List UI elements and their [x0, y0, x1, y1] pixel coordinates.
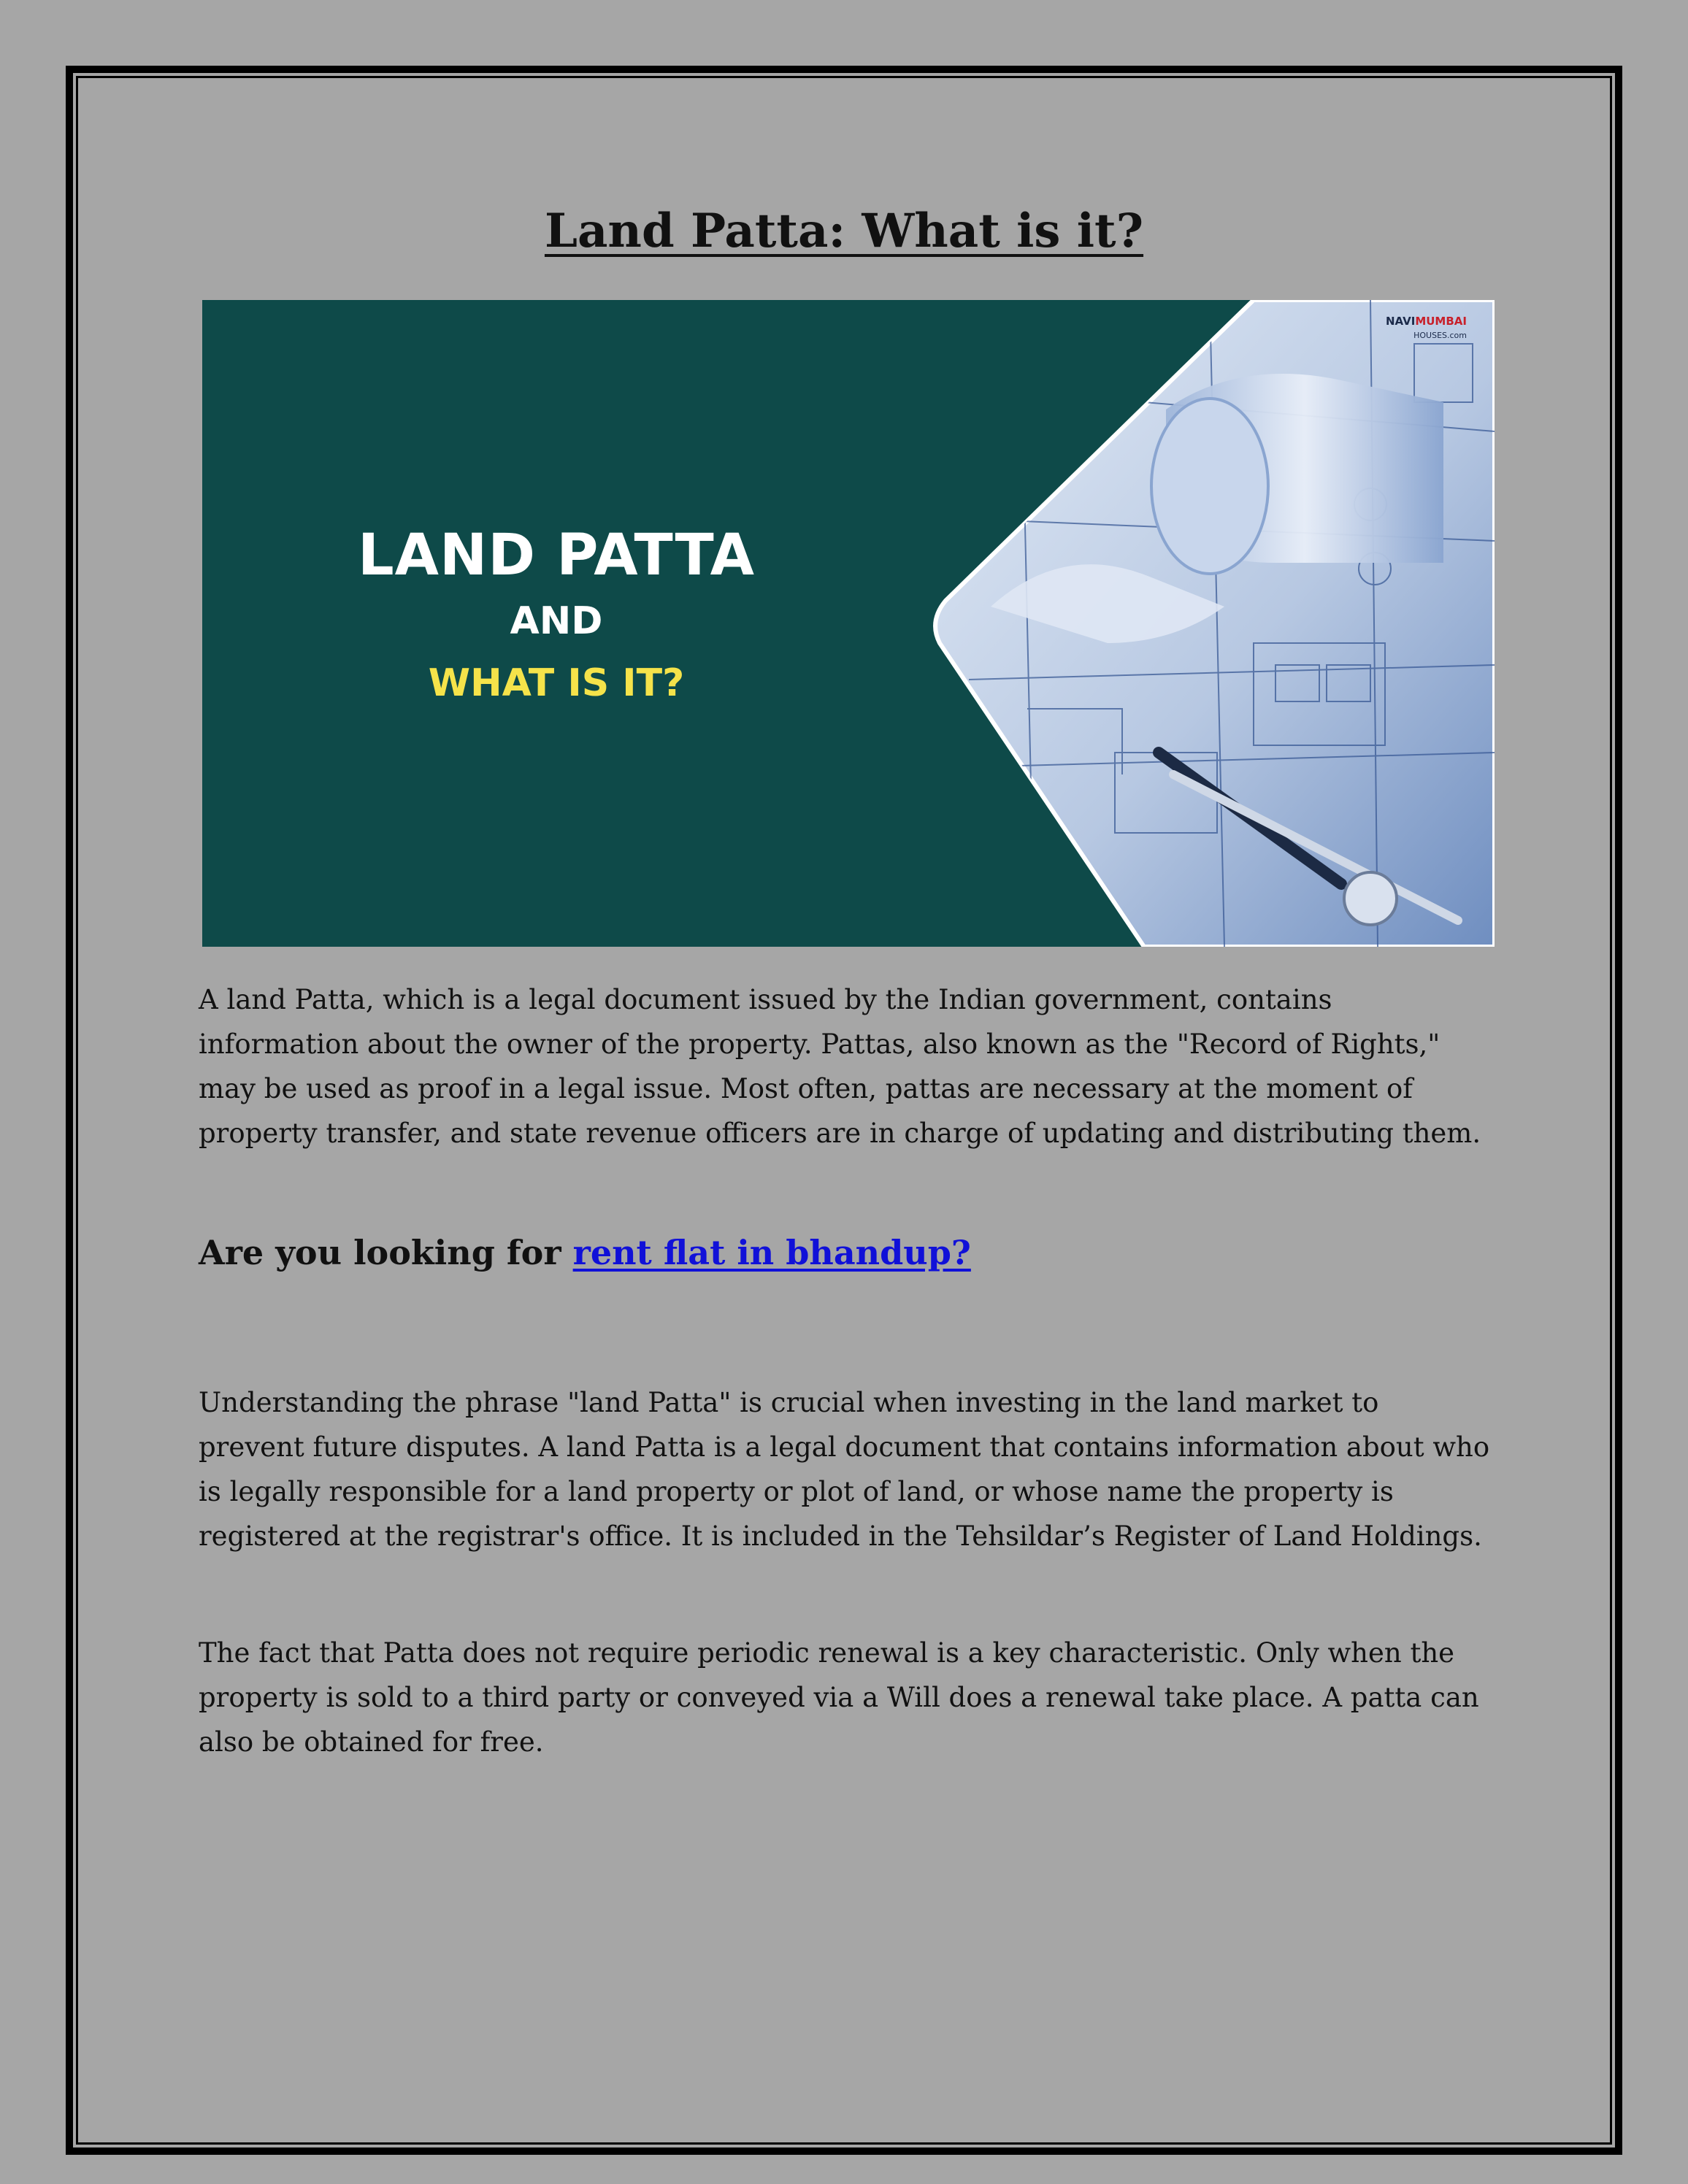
paragraph-renewal: The fact that Patta does not require periodic renewal is a key characteristic. Only when the property is sold to a third party or conveyed via a Will does a renewal take place. A patta can also be obtained for free. — [199, 1637, 1479, 1758]
paragraph-intro: A land Patta, which is a legal document issued by the Indian government, contains information about the owner of the property. Pattas, also known as the "Record of Rights," may be used as proof in a legal issue. Most often, pattas are necessary at the moment of property transfer, and state revenue officers are in charge of updating and distributing them. — [199, 984, 1481, 1149]
banner-image — [202, 300, 1495, 947]
logo-text-c: HOUSES.com — [1413, 331, 1467, 340]
banner-title-line3: WHAT IS IT? — [428, 661, 685, 705]
banner-title-line1: LAND PATTA — [357, 523, 756, 588]
logo-text-b: MUMBAI — [1415, 315, 1467, 328]
cta-heading — [199, 1227, 1491, 1278]
logo-text-a: NAVI — [1385, 315, 1416, 328]
rent-flat-link[interactable]: rent flat in bhandup? — [572, 1233, 971, 1272]
banner-title-line2: AND — [510, 599, 603, 643]
cta-prefix: Are you looking for — [199, 1233, 573, 1272]
page-title: Land Patta: What is it? — [544, 204, 1144, 258]
brand-logo — [1386, 315, 1467, 342]
paragraph-understanding: Understanding the phrase "land Patta" is crucial when investing in the land market to prevent future disputes. A land Patta is a legal document that contains information about who is legally responsible for a land property or plot of land, or whose name the property is registered at the registrar's office. It is included in the Tehsildar’s Register of Land Holdings. — [199, 1387, 1490, 1552]
